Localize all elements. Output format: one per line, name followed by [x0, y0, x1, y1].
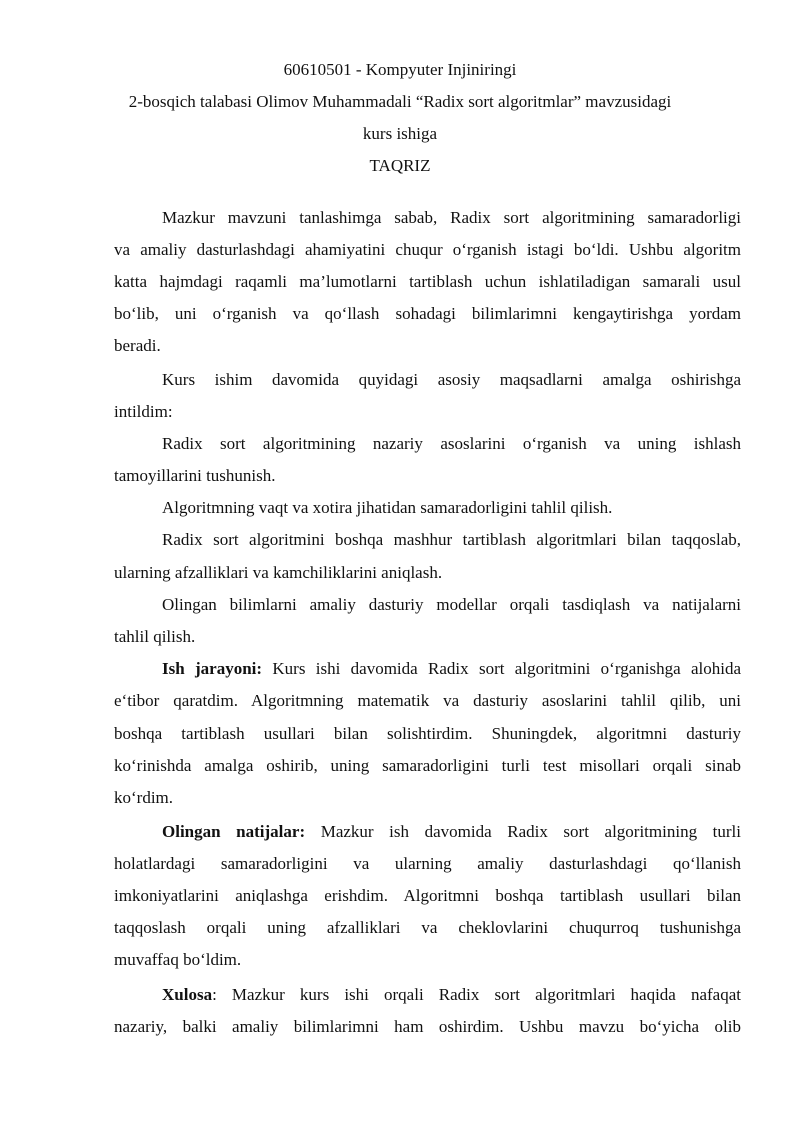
p7-label: Ish jarayoni: [162, 659, 263, 678]
p1-line-3: katta hajmdagi raqamli ma’lumotlarni tartiblash uchun ishlatiladigan samarali usul [114, 272, 741, 291]
p6-line-1: Olingan bilimlarni amaliy dasturiy modellar orqali tasdiqlash va natijalarni [162, 595, 741, 614]
p8-line-5: muvaffaq bo‘ldim. [114, 950, 242, 969]
p9-first-text: : Mazkur kurs ishi orqali Radix sort algoritmlari haqida nafaqat [212, 985, 741, 1004]
p7-line-2: e‘tibor qaratdim. Algoritmning matematik va dasturiy asoslarini tahlil qilib, uni [114, 691, 741, 710]
p7-line-4: ko‘rinishda amalga oshirib, uning samaradorligini turli test misollari orqali sinab [114, 756, 741, 775]
student-line: 2-bosqich talabasi Olimov Muhammadali “Radix sort algoritmlar” mavzusidagi [128, 92, 672, 111]
p7-first-text: Kurs ishi davomida Radix sort algoritmini o‘rganishga alohida [262, 659, 741, 678]
p7-line-1 [162, 659, 741, 679]
p3-line-1: Radix sort algoritmining nazariy asoslarini o‘rganish va uning ishlash [162, 434, 741, 453]
p2-line-2: intildim: [114, 402, 173, 421]
p8-line-3: imkoniyatlarini aniqlashga erishdim. Algoritmni boshqa tartiblash usullari bilan [114, 886, 741, 905]
p3-line-2: tamoyillarini tushunish. [114, 466, 276, 485]
p1-line-5: beradi. [114, 336, 161, 355]
p4-line-1: Algoritmning vaqt va xotira jihatidan samaradorligini tahlil qilish. [162, 498, 613, 517]
p5-line-2: ularning afzalliklari va kamchiliklarini aniqlash. [114, 563, 443, 582]
document-title: TAQRIZ [369, 156, 431, 175]
p1-line-4: bo‘lib, uni o‘rganish va qo‘llash sohadagi bilimlarimni kengaytirishga yordam [114, 304, 741, 323]
work-type: kurs ishiga [362, 124, 438, 143]
p9-line-2: nazariy, balki amaliy bilimlarimni ham oshirdim. Ushbu mavzu bo‘yicha olib [114, 1017, 741, 1036]
p8-label: Olingan natijalar: [162, 822, 306, 841]
p9-label: Xulosa [162, 985, 213, 1004]
p8-line-2: holatlardagi samaradorligini va ularning amaliy dasturlashdagi qo‘llanish [114, 854, 741, 873]
p8-line-1 [162, 822, 741, 842]
p1-line-2: va amaliy dasturlashdagi ahamiyatini chuqur o‘rganish istagi bo‘ldi. Ushbu algoritm [114, 240, 741, 259]
p7-line-3: boshqa tartiblash usullari bilan solishtirdim. Shuningdek, algoritmni dasturiy [114, 724, 741, 743]
p7-line-5: ko‘rdim. [114, 788, 174, 807]
p8-line-4: taqqoslash orqali uning afzalliklari va cheklovlarini chuqurroq tushunishga [114, 918, 741, 937]
p5-line-1: Radix sort algoritmini boshqa mashhur tartiblash algoritmlari bilan taqqoslab, [162, 530, 741, 549]
p9-line-1 [162, 985, 741, 1005]
p2-line-1: Kurs ishim davomida quyidagi asosiy maqsadlarni amalga oshirishga [162, 370, 741, 389]
p6-line-2: tahlil qilish. [114, 627, 196, 646]
p1-line-1: Mazkur mavzuni tanlashimga sabab, Radix sort algoritmining samaradorligi [162, 208, 741, 227]
program-title: 60610501 - Kompyuter Injiniringi [283, 60, 517, 79]
p8-first-text: Mazkur ish davomida Radix sort algoritmining turli [305, 822, 741, 841]
